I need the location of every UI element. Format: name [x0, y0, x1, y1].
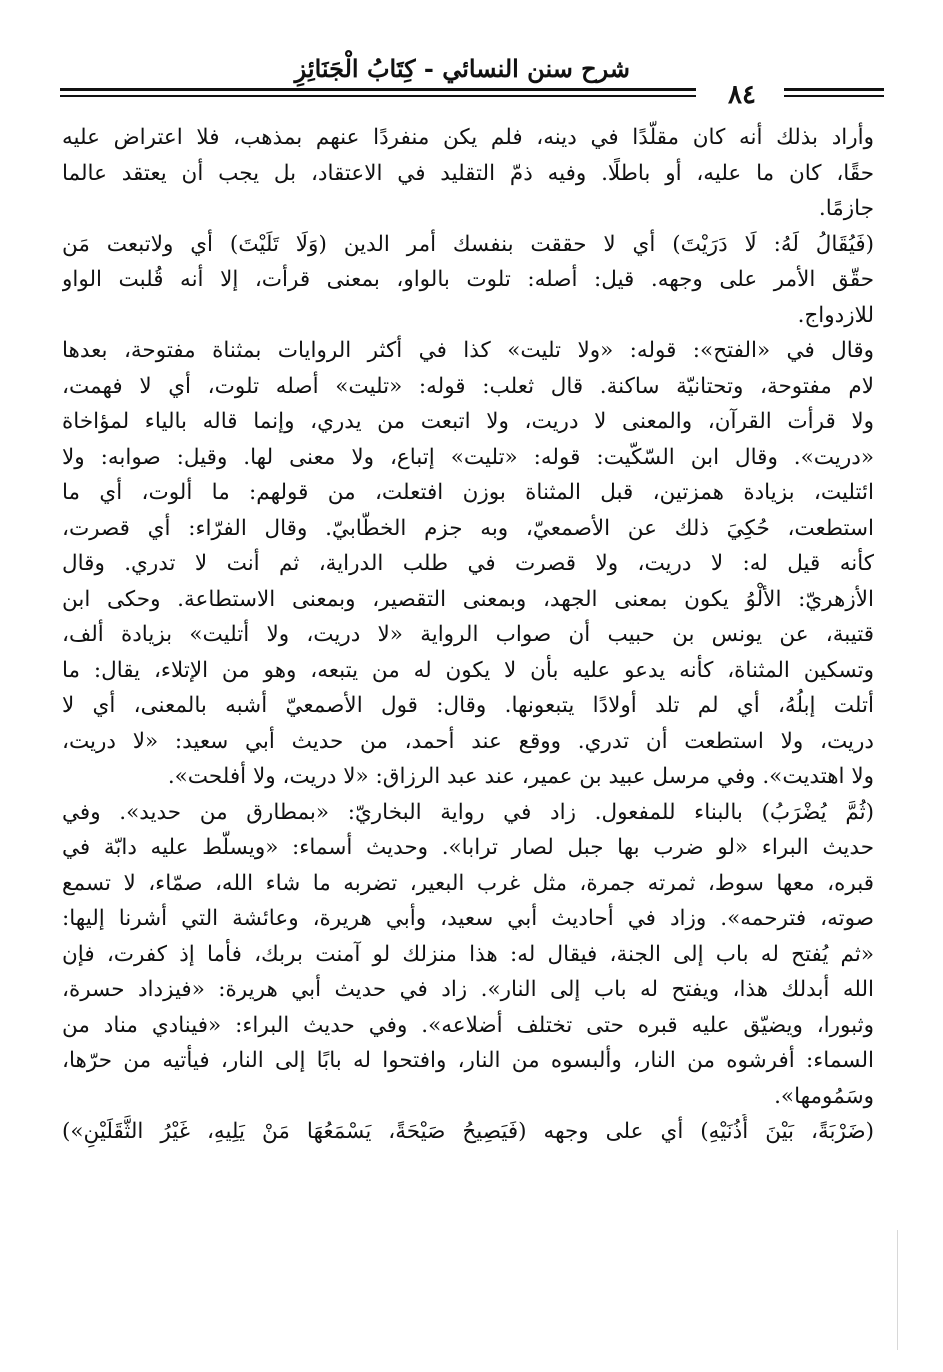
text-line: كأنه قيل له: لا دريت، ولا قصرت في طلب الدراية، ثم أنت لا تدري. وقال [62, 551, 874, 576]
page-number-rule [784, 88, 884, 97]
text-line: الأزهريّ: الألْوُ يكون بمعنى الجهد، وبمعنى التقصير، وبمعنى الاستطاعة. وحكى ابن [62, 586, 874, 612]
text-line: السماء: أفرشوه من النار، وألبسوه من النار، وافتحوا له بابًا إلى النار، فيأتيه من حرّها، [62, 1048, 874, 1073]
text-line: حقّق الأمر على وجهه. قيل: أصله: تلوت بالواو، بمعنى قرأت، إلا أنه قُلبت الواو [62, 267, 874, 292]
text-line: قبره، معها سوط، ثمرته جمرة، مثل غرب البعير، تضربه ما شاء الله، صمّاء، لا تسمع [62, 870, 874, 896]
text-line: لام مفتوحة، وتحتانيّة ساكنة. قال ثعلب: قوله: «تليت» أصله تلوت، أي لا فهمت، [62, 373, 874, 399]
text-line: ولا اهتديت». وفي مرسل عبيد بن عمير، عند عبد الرزاق: «لا دريت، ولا أفلحت». [167, 764, 874, 789]
header-rule [60, 88, 696, 97]
text-line: دريت، ولا استطعت أن تدري. ووقع عند أحمد، من حديث أبي سعيد: «لا دريت، [62, 728, 874, 754]
text-line: حقًا، كان ما عليه، أو باطلًا. وفيه ذمّ التقليد في الاعتقاد، بل يجب أن يعتقد عالما [62, 160, 874, 186]
text-line: للازدواج. [797, 302, 874, 328]
text-line: «دريت». وقال ابن السّكّيت: قوله: «تليت» إتباع، ولا معنى لها. وقيل: صوابه: ولا [62, 444, 874, 470]
text-line: وسَمُومها». [774, 1083, 874, 1109]
text-line: وتسكين المثناة، كأنه يدعو عليه بأن لا يكون له من يتبعه، وهو من الإتلاء، يقال: ما [62, 657, 874, 683]
running-title: شرح سنن النسائي - كِتَابُ الْجَنَائِزِ [294, 54, 630, 83]
text-line: (ثُمَّ يُضْرَبُ) بالبناء للمفعول. زاد في رواية البخاريّ: «بمطارق من حديد». وفي [62, 799, 874, 825]
text-line: جازمًا. [818, 196, 874, 221]
text-line: الله أبدلك هذا، ويفتح له باب إلى النار». زاد في حديث أبي هريرة: «فيزداد حسرة، [62, 977, 874, 1002]
body-text [62, 120, 874, 1150]
text-line: أتلت إبلُهُ، أي لم تلد أولادًا يتبعونها. وقال: قول الأصمعيّ أشبه بالمعنى، أي لا [62, 693, 874, 718]
text-line: (فَيُقَالُ لَهُ: لَا دَرَيْتَ) أي لا حققت بنفسك أمر الدين (وَلَا تَلَيْتَ) أي ولاتبعت مَن [62, 231, 874, 257]
text-line: صوته، فترحمه». وزاد في أحاديث أبي سعيد، وأبي هريرة، وعائشة التي أشرنا إليها: [62, 906, 874, 931]
margin-mark [897, 1230, 898, 1350]
text-line: (ضَرْبَةً، بَيْنَ أُذُنَيْهِ) أي على وجهه (فَيَصِيحُ صَيْحَةً، يَسْمَعُهَا مَنْ يَلِيهِ، غَيْرُ الثَّقَلَيْنِ») [62, 1119, 874, 1144]
text-line: وأراد بذلك أنه كان مقلّدًا في دينه، فلم يكن منفردًا عنهم بمذهب، فلا اعتراض عليه [62, 125, 874, 150]
page-number: ٨٤ [728, 80, 756, 110]
text-line: «ثم يُفتح له باب إلى الجنة، فيقال له: هذا منزلك لو آمنت بربك، فأما إذ كفرت، فإن [62, 941, 874, 967]
text-line: وقال في «الفتح»: قوله: «ولا تليت» كذا في أكثر الروايات بمثناة مفتوحة، بعدها [62, 338, 874, 363]
text-line: استطعت، حُكِيَ ذلك عن الأصمعيّ، وبه جزم الخطّابيّ. وقال الفرّاء: أي قصرت، [62, 515, 874, 541]
text-line: قتيبة، عن يونس بن حبيب أن صواب الرواية «لا دريت، ولا أتليت» بزيادة ألف، [62, 622, 874, 647]
text-line: ائتليت، بزيادة همزتين، قبل المثناة بوزن افتعلت، من قولهم: ما ألوت، أي ما [62, 480, 874, 505]
text-line: حديث البراء «لو ضرب بها جبل لصار ترابا». وحديث أسماء: «ويسلّط عليه دابّة في [62, 835, 874, 860]
text-line: ولا قرأت القرآن، والمعنى لا دريت، ولا اتبعت من يدري، وإنما قاله بالياء لمؤاخاة [62, 409, 874, 434]
text-line: وثبورا، ويضيّق عليه قبره حتى تختلف أضلاعه». وفي حديث البراء: «فينادي مناد من [62, 1012, 874, 1038]
